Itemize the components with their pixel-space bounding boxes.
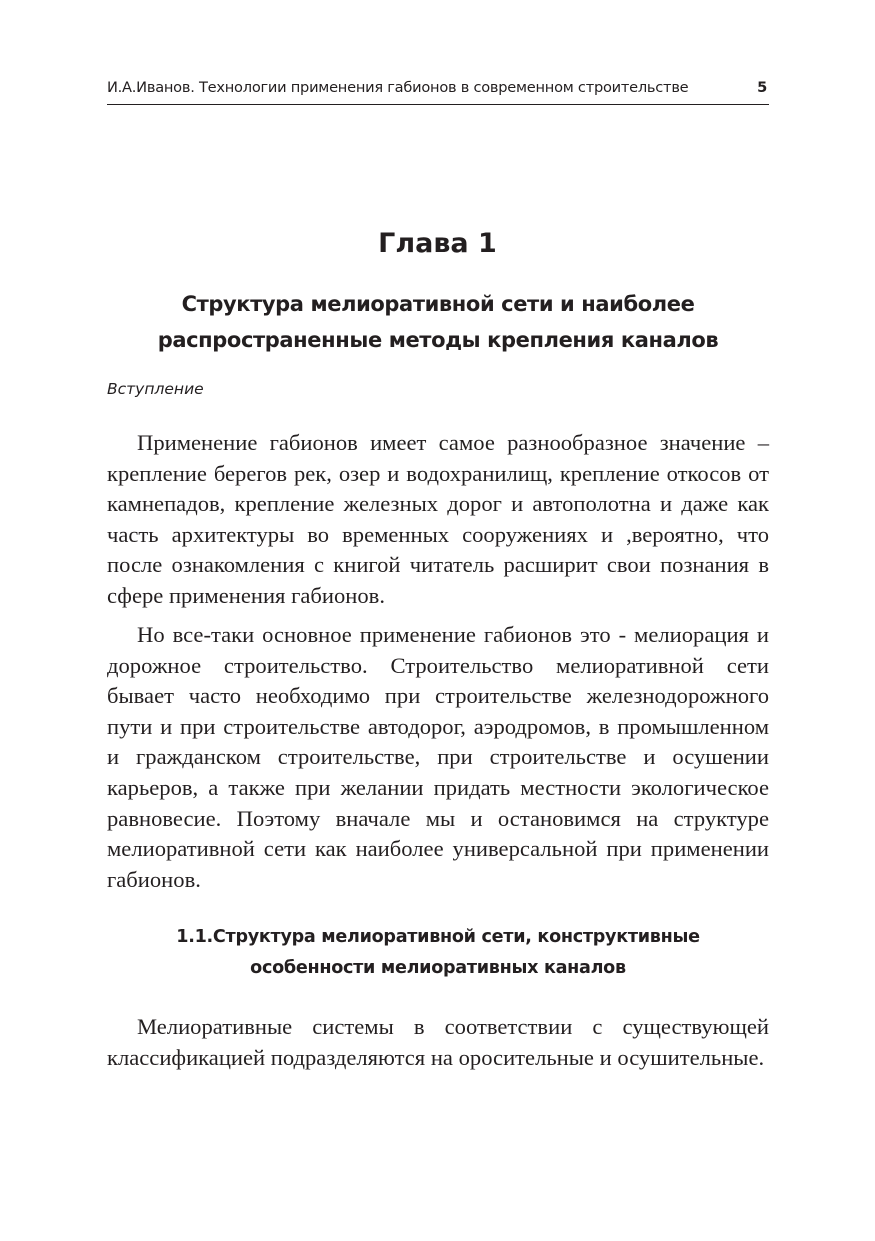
paragraph-3: Мелиоративные системы в соответствии с существующей классификацией подразделяются на оросительные и осушительные. [107,1014,769,1070]
running-title: И.А.Иванов. Технологии применения габионов в современном строительстве [107,79,689,96]
chapter-label: Глава 1 [378,228,497,259]
page-number: 5 [757,79,767,96]
chapter-title-line-2: распространенные методы крепления каналов [157,328,719,352]
section-title [107,922,769,984]
paragraph-1: Применение габионов имеет самое разнообразное значение – крепление берегов рек, озер и водохранилищ, крепление откосов от камнепадов, крепление железных дорог и автополотна и даже как часть архитектуры во временных сооружениях и ,вероятно, что после ознакомления с книгой читатель расширит свои познания в сфере применения габионов. [107,430,769,608]
paragraph-2: Но все-таки основное применение габионов это - мелиорация и дорожное строительство. Строительство мелиоративной сети бывает часто необходимо при строительстве железнодорожного пути и при строительстве автодорог, аэродромов, в промышленном и гражданском строительстве, при строительстве и осушении карьеров, а также при желании придать местности экологическое равновесие. Поэтому вначале мы и остановимся на структуре мелиоративной сети как наиболее универсальной при применении габионов. [107,622,769,892]
chapter-title-line-1: Структура мелиоративной сети и наиболее [181,292,695,316]
section-title-line-2: особенности мелиоративных каналов [250,958,626,978]
section-title-line-1: 1.1.Структура мелиоративной сети, конструктивные [176,927,700,947]
chapter-title [107,286,769,358]
running-header [107,78,769,105]
intro-label: Вступление [107,380,204,398]
